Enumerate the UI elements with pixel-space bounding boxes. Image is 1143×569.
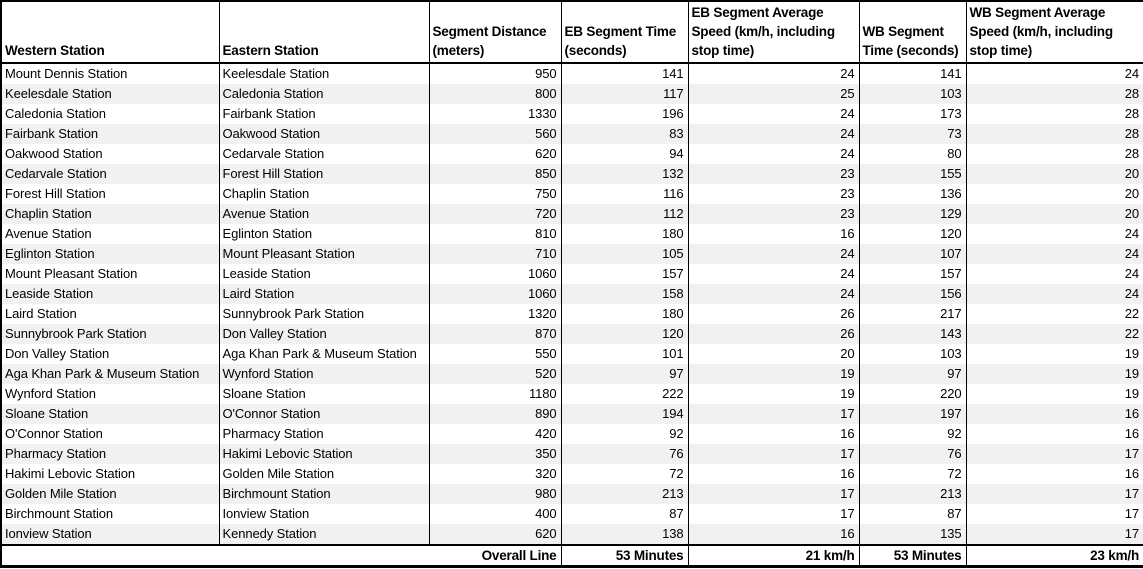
cell-wb-speed: 19 bbox=[966, 364, 1143, 384]
cell-eb-speed: 16 bbox=[688, 224, 859, 244]
cell-distance: 750 bbox=[429, 184, 561, 204]
header-row bbox=[1, 1, 1143, 63]
cell-eb-time: 105 bbox=[561, 244, 688, 264]
cell-distance: 870 bbox=[429, 324, 561, 344]
cell-wb-speed: 28 bbox=[966, 104, 1143, 124]
cell-eb-speed: 24 bbox=[688, 264, 859, 284]
cell-wb-speed: 28 bbox=[966, 144, 1143, 164]
cell-eb-time: 180 bbox=[561, 304, 688, 324]
cell-eb-speed: 16 bbox=[688, 524, 859, 545]
cell-distance: 810 bbox=[429, 224, 561, 244]
table-row bbox=[1, 504, 1143, 524]
cell-wb-speed: 16 bbox=[966, 404, 1143, 424]
cell-eastern-station: Laird Station bbox=[219, 284, 429, 304]
cell-eb-time: 116 bbox=[561, 184, 688, 204]
cell-western-station: Don Valley Station bbox=[5, 346, 110, 362]
cell-eastern-station: Hakimi Lebovic Station bbox=[219, 444, 429, 464]
cell-wb-time: 220 bbox=[859, 384, 966, 404]
cell-eb-time: 180 bbox=[561, 224, 688, 244]
cell-western-station: Cedarvale Station bbox=[5, 166, 107, 182]
cell-eb-speed: 24 bbox=[688, 124, 859, 144]
col-header-eastern-station: Eastern Station bbox=[219, 1, 429, 63]
table-row bbox=[1, 284, 1143, 304]
cell-wb-time: 97 bbox=[859, 364, 966, 384]
cell-western-station: Ionview Station bbox=[5, 526, 92, 542]
table-body bbox=[1, 63, 1143, 545]
cell-eb-speed: 24 bbox=[688, 144, 859, 164]
cell-distance: 320 bbox=[429, 464, 561, 484]
cell-eb-time: 76 bbox=[561, 444, 688, 464]
table-row bbox=[1, 464, 1143, 484]
table-row bbox=[1, 204, 1143, 224]
cell-distance: 1180 bbox=[429, 384, 561, 404]
cell-eb-time: 92 bbox=[561, 424, 688, 444]
col-header-wb-speed: WB Segment Average Speed (km/h, including stop time) bbox=[966, 1, 1143, 63]
cell-western-station: Leaside Station bbox=[5, 286, 94, 302]
cell-eb-time: 138 bbox=[561, 524, 688, 545]
cell-eastern-station: Golden Mile Station bbox=[219, 464, 429, 484]
table-row bbox=[1, 224, 1143, 244]
cell-distance: 850 bbox=[429, 164, 561, 184]
cell-wb-speed: 28 bbox=[966, 84, 1143, 104]
cell-distance: 1060 bbox=[429, 264, 561, 284]
cell-eastern-station: Wynford Station bbox=[219, 364, 429, 384]
cell-wb-speed: 20 bbox=[966, 164, 1143, 184]
cell-eastern-station: Birchmount Station bbox=[219, 484, 429, 504]
cell-eastern-station: Fairbank Station bbox=[219, 104, 429, 124]
cell-wb-speed: 16 bbox=[966, 464, 1143, 484]
cell-eb-speed: 24 bbox=[688, 63, 859, 84]
table-row bbox=[1, 524, 1143, 545]
cell-eastern-station: Keelesdale Station bbox=[219, 63, 429, 84]
cell-distance: 1060 bbox=[429, 284, 561, 304]
cell-western-station: Sunnybrook Park Station bbox=[5, 326, 147, 342]
cell-distance: 890 bbox=[429, 404, 561, 424]
cell-wb-speed: 22 bbox=[966, 304, 1143, 324]
cell-eastern-station: Oakwood Station bbox=[219, 124, 429, 144]
cell-eb-time: 117 bbox=[561, 84, 688, 104]
col-header-wb-time: WB Segment Time (seconds) bbox=[859, 1, 966, 63]
cell-eb-time: 222 bbox=[561, 384, 688, 404]
footer-eb-speed-total: 21 km/h bbox=[688, 545, 859, 567]
cell-eb-time: 112 bbox=[561, 204, 688, 224]
cell-eb-time: 132 bbox=[561, 164, 688, 184]
cell-western-station: Mount Pleasant Station bbox=[5, 266, 138, 282]
cell-wb-speed: 24 bbox=[966, 63, 1143, 84]
footer-eb-time-total: 53 Minutes bbox=[561, 545, 688, 567]
table-row bbox=[1, 384, 1143, 404]
cell-distance: 520 bbox=[429, 364, 561, 384]
cell-western-station: Oakwood Station bbox=[5, 146, 103, 162]
cell-distance: 800 bbox=[429, 84, 561, 104]
cell-eb-time: 72 bbox=[561, 464, 688, 484]
cell-wb-speed: 22 bbox=[966, 324, 1143, 344]
cell-eastern-station: Cedarvale Station bbox=[219, 144, 429, 164]
cell-eb-speed: 17 bbox=[688, 404, 859, 424]
cell-distance: 560 bbox=[429, 124, 561, 144]
cell-wb-time: 157 bbox=[859, 264, 966, 284]
cell-eb-speed: 20 bbox=[688, 344, 859, 364]
cell-eb-speed: 24 bbox=[688, 104, 859, 124]
cell-eastern-station: Don Valley Station bbox=[219, 324, 429, 344]
cell-wb-speed: 20 bbox=[966, 184, 1143, 204]
cell-wb-time: 103 bbox=[859, 84, 966, 104]
cell-wb-speed: 17 bbox=[966, 504, 1143, 524]
cell-eb-speed: 17 bbox=[688, 484, 859, 504]
cell-wb-speed: 17 bbox=[966, 484, 1143, 504]
cell-distance: 1320 bbox=[429, 304, 561, 324]
cell-wb-speed: 24 bbox=[966, 244, 1143, 264]
cell-eb-speed: 25 bbox=[688, 84, 859, 104]
cell-western-station: Sloane Station bbox=[5, 406, 89, 422]
cell-eb-speed: 19 bbox=[688, 384, 859, 404]
cell-wb-time: 73 bbox=[859, 124, 966, 144]
cell-eb-time: 158 bbox=[561, 284, 688, 304]
cell-eb-speed: 16 bbox=[688, 424, 859, 444]
cell-eastern-station: Eglinton Station bbox=[219, 224, 429, 244]
cell-wb-speed: 19 bbox=[966, 344, 1143, 364]
cell-eb-speed: 24 bbox=[688, 284, 859, 304]
footer-wb-time-total: 53 Minutes bbox=[859, 545, 966, 567]
cell-eb-speed: 26 bbox=[688, 304, 859, 324]
cell-distance: 620 bbox=[429, 144, 561, 164]
cell-wb-time: 141 bbox=[859, 63, 966, 84]
cell-wb-speed: 17 bbox=[966, 524, 1143, 545]
cell-wb-time: 129 bbox=[859, 204, 966, 224]
footer-wb-speed-total: 23 km/h bbox=[966, 545, 1143, 567]
table-row bbox=[1, 104, 1143, 124]
cell-eastern-station: Mount Pleasant Station bbox=[219, 244, 429, 264]
cell-western-station: Hakimi Lebovic Station bbox=[5, 466, 136, 482]
cell-wb-speed: 28 bbox=[966, 124, 1143, 144]
cell-eastern-station: Leaside Station bbox=[219, 264, 429, 284]
cell-distance: 950 bbox=[429, 63, 561, 84]
cell-wb-time: 80 bbox=[859, 144, 966, 164]
table-footer bbox=[1, 545, 1143, 567]
cell-wb-time: 135 bbox=[859, 524, 966, 545]
cell-eastern-station: Caledonia Station bbox=[219, 84, 429, 104]
cell-distance: 420 bbox=[429, 424, 561, 444]
cell-wb-time: 103 bbox=[859, 344, 966, 364]
cell-wb-time: 213 bbox=[859, 484, 966, 504]
table-row bbox=[1, 364, 1143, 384]
table-header bbox=[1, 1, 1143, 63]
cell-eastern-station: Kennedy Station bbox=[219, 524, 429, 545]
cell-eb-speed: 17 bbox=[688, 504, 859, 524]
cell-western-station: Avenue Station bbox=[5, 226, 92, 242]
table-row bbox=[1, 344, 1143, 364]
cell-wb-time: 136 bbox=[859, 184, 966, 204]
cell-wb-time: 87 bbox=[859, 504, 966, 524]
cell-eastern-station: Pharmacy Station bbox=[219, 424, 429, 444]
table-row bbox=[1, 264, 1143, 284]
cell-wb-time: 156 bbox=[859, 284, 966, 304]
cell-eastern-station: Chaplin Station bbox=[219, 184, 429, 204]
cell-western-station: Pharmacy Station bbox=[5, 446, 107, 462]
cell-wb-speed: 16 bbox=[966, 424, 1143, 444]
cell-distance: 710 bbox=[429, 244, 561, 264]
cell-wb-speed: 24 bbox=[966, 284, 1143, 304]
cell-wb-speed: 19 bbox=[966, 384, 1143, 404]
table-row bbox=[1, 404, 1143, 424]
cell-eastern-station: Avenue Station bbox=[219, 204, 429, 224]
cell-eastern-station: Sloane Station bbox=[219, 384, 429, 404]
cell-wb-time: 217 bbox=[859, 304, 966, 324]
cell-wb-time: 155 bbox=[859, 164, 966, 184]
cell-eb-speed: 23 bbox=[688, 164, 859, 184]
cell-eb-time: 141 bbox=[561, 63, 688, 84]
table-row bbox=[1, 304, 1143, 324]
cell-distance: 350 bbox=[429, 444, 561, 464]
cell-wb-time: 72 bbox=[859, 464, 966, 484]
cell-eb-time: 213 bbox=[561, 484, 688, 504]
cell-western-station: Aga Khan Park & Museum Station bbox=[5, 366, 200, 382]
cell-wb-time: 173 bbox=[859, 104, 966, 124]
cell-eb-time: 101 bbox=[561, 344, 688, 364]
cell-eb-time: 83 bbox=[561, 124, 688, 144]
table-row bbox=[1, 184, 1143, 204]
cell-western-station: Caledonia Station bbox=[5, 106, 106, 122]
table-row bbox=[1, 164, 1143, 184]
col-header-distance: Segment Distance (meters) bbox=[429, 1, 561, 63]
cell-wb-time: 143 bbox=[859, 324, 966, 344]
cell-eb-time: 87 bbox=[561, 504, 688, 524]
cell-wb-speed: 17 bbox=[966, 444, 1143, 464]
table-row bbox=[1, 63, 1143, 84]
cell-western-station: O'Connor Station bbox=[5, 426, 103, 442]
cell-western-station: Keelesdale Station bbox=[5, 86, 112, 102]
cell-eb-time: 97 bbox=[561, 364, 688, 384]
cell-wb-time: 197 bbox=[859, 404, 966, 424]
cell-wb-time: 76 bbox=[859, 444, 966, 464]
cell-eb-time: 120 bbox=[561, 324, 688, 344]
table-row bbox=[1, 144, 1143, 164]
cell-eb-time: 157 bbox=[561, 264, 688, 284]
cell-eb-speed: 19 bbox=[688, 364, 859, 384]
table-row bbox=[1, 84, 1143, 104]
table-row bbox=[1, 444, 1143, 464]
cell-distance: 980 bbox=[429, 484, 561, 504]
cell-western-station: Wynford Station bbox=[5, 386, 96, 402]
cell-wb-time: 107 bbox=[859, 244, 966, 264]
cell-wb-time: 120 bbox=[859, 224, 966, 244]
table-row bbox=[1, 424, 1143, 444]
cell-eb-speed: 23 bbox=[688, 204, 859, 224]
cell-western-station: Mount Dennis Station bbox=[5, 66, 128, 82]
cell-eb-speed: 24 bbox=[688, 244, 859, 264]
cell-eastern-station: O'Connor Station bbox=[219, 404, 429, 424]
cell-distance: 720 bbox=[429, 204, 561, 224]
cell-wb-speed: 20 bbox=[966, 204, 1143, 224]
col-header-western-station: Western Station bbox=[1, 1, 219, 63]
cell-distance: 400 bbox=[429, 504, 561, 524]
cell-eb-speed: 23 bbox=[688, 184, 859, 204]
cell-western-station: Eglinton Station bbox=[5, 246, 95, 262]
cell-eb-speed: 26 bbox=[688, 324, 859, 344]
col-header-eb-time: EB Segment Time (seconds) bbox=[561, 1, 688, 63]
cell-distance: 550 bbox=[429, 344, 561, 364]
cell-eastern-station: Sunnybrook Park Station bbox=[219, 304, 429, 324]
totals-row bbox=[1, 545, 1143, 567]
cell-distance: 620 bbox=[429, 524, 561, 545]
cell-distance: 1330 bbox=[429, 104, 561, 124]
cell-eb-time: 94 bbox=[561, 144, 688, 164]
cell-western-station: Laird Station bbox=[5, 306, 77, 322]
cell-western-station: Chaplin Station bbox=[5, 206, 92, 222]
cell-eb-speed: 16 bbox=[688, 464, 859, 484]
cell-eastern-station: Ionview Station bbox=[219, 504, 429, 524]
cell-western-station: Forest Hill Station bbox=[5, 186, 106, 202]
table-row bbox=[1, 324, 1143, 344]
cell-wb-speed: 24 bbox=[966, 264, 1143, 284]
cell-eastern-station: Aga Khan Park & Museum Station bbox=[219, 344, 429, 364]
cell-western-station: Fairbank Station bbox=[5, 126, 99, 142]
table-row bbox=[1, 484, 1143, 504]
cell-eb-time: 196 bbox=[561, 104, 688, 124]
cell-western-station: Golden Mile Station bbox=[5, 486, 117, 502]
cell-eb-speed: 17 bbox=[688, 444, 859, 464]
cell-eastern-station: Forest Hill Station bbox=[219, 164, 429, 184]
table-row bbox=[1, 244, 1143, 264]
cell-western-station: Birchmount Station bbox=[5, 506, 114, 522]
cell-wb-time: 92 bbox=[859, 424, 966, 444]
footer-overall-line-label: Overall Line bbox=[1, 545, 561, 567]
cell-eb-time: 194 bbox=[561, 404, 688, 424]
cell-wb-speed: 24 bbox=[966, 224, 1143, 244]
table-row bbox=[1, 124, 1143, 144]
col-header-eb-speed: EB Segment Average Speed (km/h, including stop time) bbox=[688, 1, 859, 63]
